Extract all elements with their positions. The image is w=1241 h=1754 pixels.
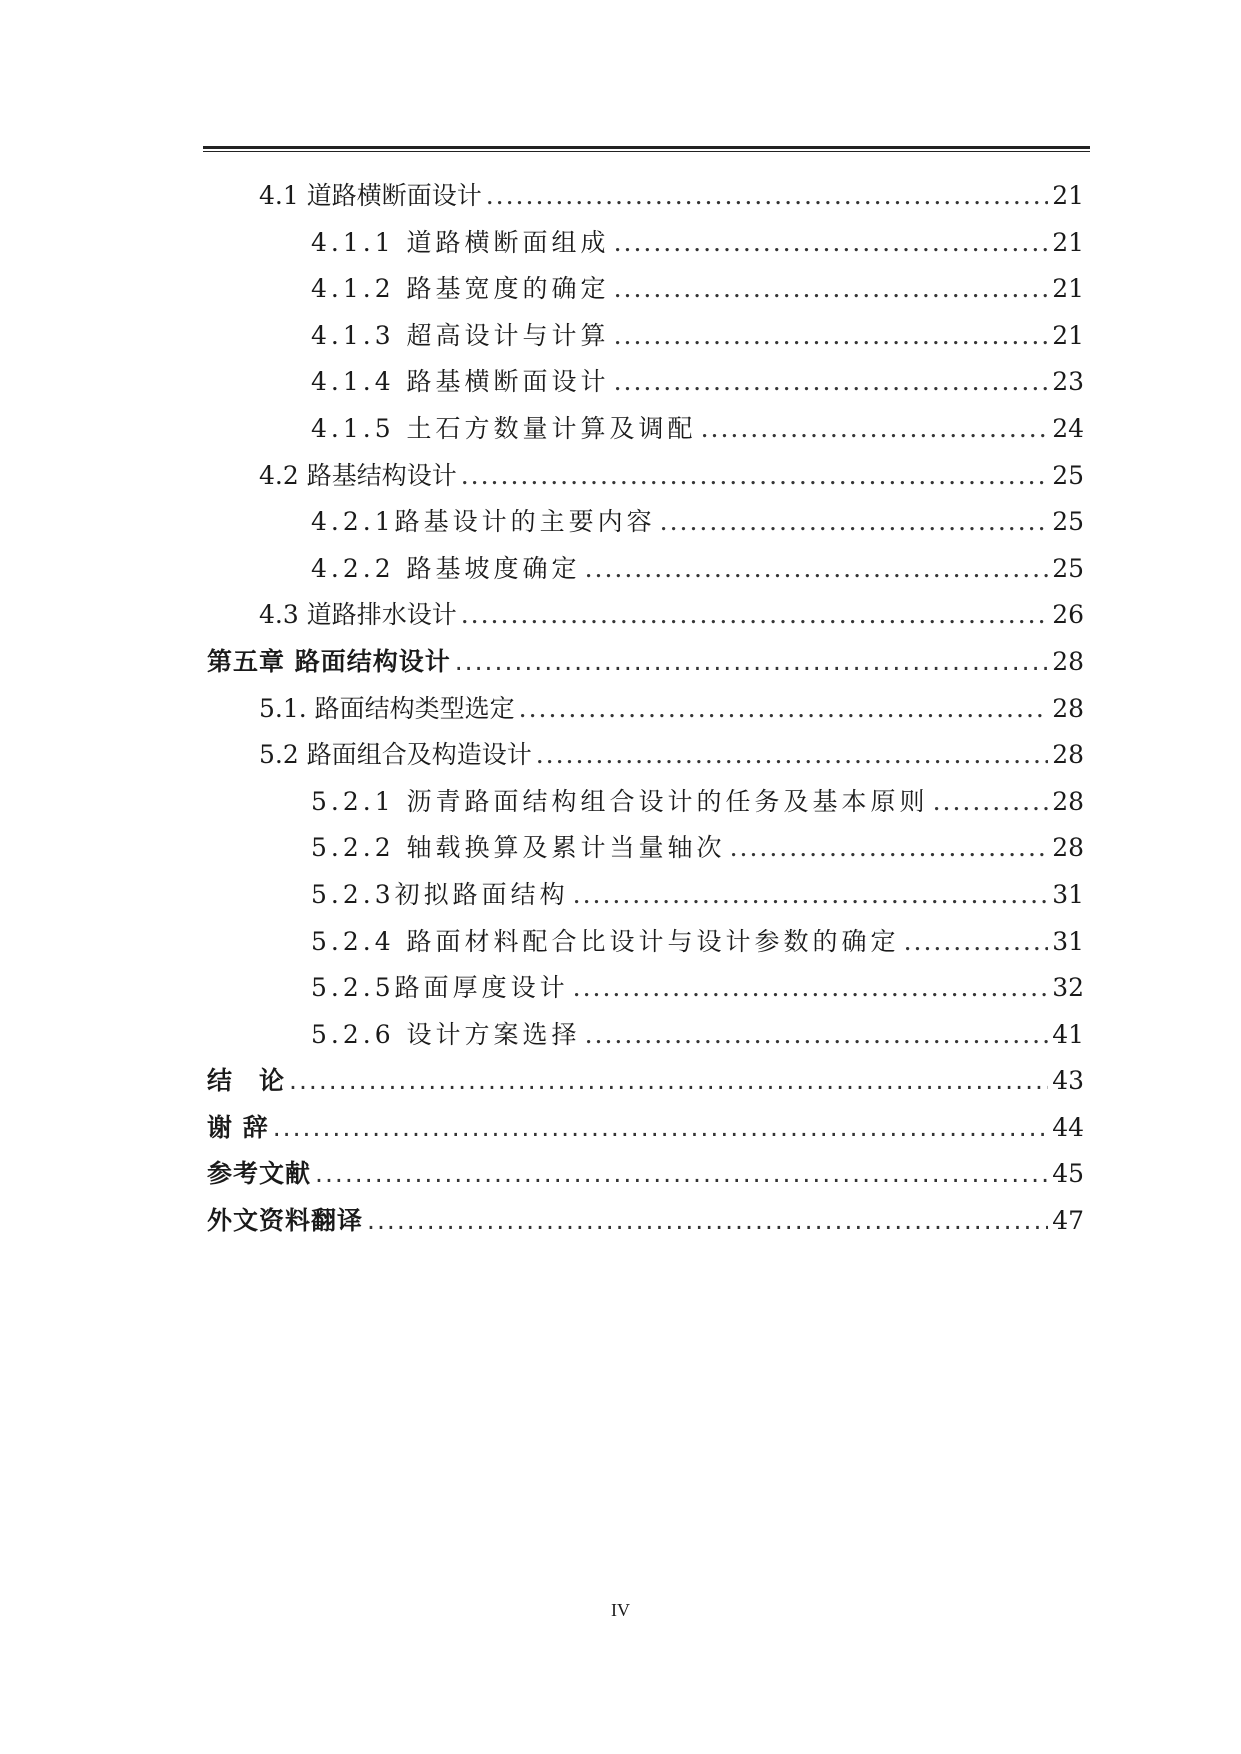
toc-entry-page: 25 <box>1052 507 1084 537</box>
toc-entry-page: 28 <box>1052 646 1084 676</box>
toc-entry-page: 32 <box>1052 973 1084 1003</box>
toc-dot-leader <box>904 919 1049 966</box>
toc-entry-label: 4.1.2 路基宽度的确定 <box>311 274 610 304</box>
toc-entry-label: 4.2.1路基设计的主要内容 <box>311 507 656 537</box>
toc-entry[interactable] <box>207 1198 1084 1245</box>
toc-entry-label: 5.2.5路面厚度设计 <box>311 973 569 1003</box>
toc-entry-page: 28 <box>1052 833 1084 863</box>
toc-dot-leader <box>573 965 1049 1012</box>
toc-entry[interactable] <box>207 1105 1084 1152</box>
toc-dot-leader <box>614 220 1049 267</box>
toc-dot-leader <box>461 592 1048 639</box>
toc-entry[interactable] <box>207 825 1084 872</box>
toc-entry-label: 4.1.5 土石方数量计算及调配 <box>311 413 697 443</box>
toc-entry[interactable] <box>207 965 1084 1012</box>
toc-entry-page: 44 <box>1052 1112 1084 1142</box>
toc-dot-leader <box>573 872 1049 919</box>
toc-entry-page: 23 <box>1052 367 1084 397</box>
toc-entry[interactable] <box>207 220 1084 267</box>
toc-dot-leader <box>289 1058 1048 1105</box>
toc-entry[interactable] <box>207 872 1084 919</box>
toc-dot-leader <box>273 1105 1048 1152</box>
toc-entry-page: 28 <box>1052 786 1084 816</box>
toc-entry-label: 4.2.2 路基坡度确定 <box>311 553 581 583</box>
toc-entry-label: 谢 辞 <box>207 1112 269 1142</box>
toc-entry-label: 外文资料翻译 <box>207 1206 364 1236</box>
toc-entry[interactable] <box>207 592 1084 639</box>
toc-entry[interactable] <box>207 1012 1084 1059</box>
toc-entry[interactable] <box>207 173 1084 220</box>
toc-entry-page: 24 <box>1052 413 1084 443</box>
page-number: IV <box>611 1600 630 1620</box>
toc-entry[interactable] <box>207 266 1084 313</box>
toc-entry-page: 21 <box>1052 227 1084 257</box>
toc-entry-page: 28 <box>1052 740 1084 770</box>
toc-entry[interactable] <box>207 779 1084 826</box>
toc-dot-leader <box>614 359 1049 406</box>
toc-dot-leader <box>933 779 1049 826</box>
toc-entry-label: 5.2.3初拟路面结构 <box>311 879 569 909</box>
toc-dot-leader <box>461 453 1048 500</box>
toc-entry-label: 结 论 <box>207 1066 286 1096</box>
toc-entry-label: 4.1.4 路基横断面设计 <box>311 367 610 397</box>
toc-dot-leader <box>730 825 1049 872</box>
toc-dot-leader <box>519 686 1049 733</box>
toc-entry-page: 41 <box>1052 1019 1084 1049</box>
toc-dot-leader <box>536 732 1048 779</box>
toc-entry-page: 26 <box>1052 600 1084 630</box>
toc-dot-leader <box>614 313 1049 360</box>
toc-dot-leader <box>614 266 1049 313</box>
toc-entry-label: 4.1.1 道路横断面组成 <box>311 227 610 257</box>
toc-entry[interactable] <box>207 546 1084 593</box>
toc-entry[interactable] <box>207 453 1084 500</box>
toc-dot-leader <box>455 639 1048 686</box>
toc-entry-page: 21 <box>1052 274 1084 304</box>
table-of-contents <box>207 173 1084 1245</box>
toc-dot-leader <box>660 499 1049 546</box>
toc-entry-label: 4.1.3 超高设计与计算 <box>311 320 610 350</box>
toc-entry-page: 21 <box>1052 181 1084 210</box>
toc-dot-leader <box>585 546 1049 593</box>
toc-entry-page: 25 <box>1052 460 1084 490</box>
toc-entry[interactable] <box>207 406 1084 453</box>
toc-entry-page: 43 <box>1052 1066 1084 1096</box>
toc-entry-label: 参考文献 <box>207 1159 312 1189</box>
toc-entry-label: 5.2.4 路面材料配合比设计与设计参数的确定 <box>311 926 900 956</box>
toc-dot-leader <box>486 173 1048 220</box>
toc-entry[interactable] <box>207 499 1084 546</box>
toc-entry-label: 第五章 路面结构设计 <box>207 646 451 676</box>
header-rule <box>203 146 1090 152</box>
toc-entry[interactable] <box>207 359 1084 406</box>
toc-entry-label: 4.2 路基结构设计 <box>259 460 457 490</box>
toc-dot-leader <box>315 1151 1048 1198</box>
toc-entry[interactable] <box>207 919 1084 966</box>
toc-entry-page: 31 <box>1052 926 1084 956</box>
toc-entry-page: 25 <box>1052 553 1084 583</box>
toc-entry-page: 31 <box>1052 879 1084 909</box>
toc-entry-label: 5.2.1 沥青路面结构组合设计的任务及基本原则 <box>311 786 929 816</box>
toc-entry-page: 21 <box>1052 320 1084 350</box>
toc-dot-leader <box>367 1198 1048 1245</box>
toc-dot-leader <box>585 1012 1049 1059</box>
toc-entry-label: 4.3 道路排水设计 <box>259 600 457 630</box>
toc-entry-label: 4.1 道路横断面设计 <box>259 181 482 210</box>
toc-entry-page: 45 <box>1052 1159 1084 1189</box>
toc-entry-label: 5.2.6 设计方案选择 <box>311 1019 581 1049</box>
toc-entry[interactable] <box>207 732 1084 779</box>
toc-dot-leader <box>701 406 1049 453</box>
toc-entry[interactable] <box>207 1151 1084 1198</box>
toc-entry[interactable] <box>207 313 1084 360</box>
toc-entry-label: 5.2.2 轴载换算及累计当量轴次 <box>311 833 726 863</box>
toc-entry-page: 47 <box>1052 1206 1084 1236</box>
toc-entry[interactable] <box>207 686 1084 733</box>
toc-entry-label: 5.1. 路面结构类型选定 <box>259 693 515 723</box>
toc-entry-page: 28 <box>1052 693 1084 723</box>
toc-entry[interactable] <box>207 639 1084 686</box>
toc-entry[interactable] <box>207 1058 1084 1105</box>
toc-entry-label: 5.2 路面组合及构造设计 <box>259 740 532 770</box>
